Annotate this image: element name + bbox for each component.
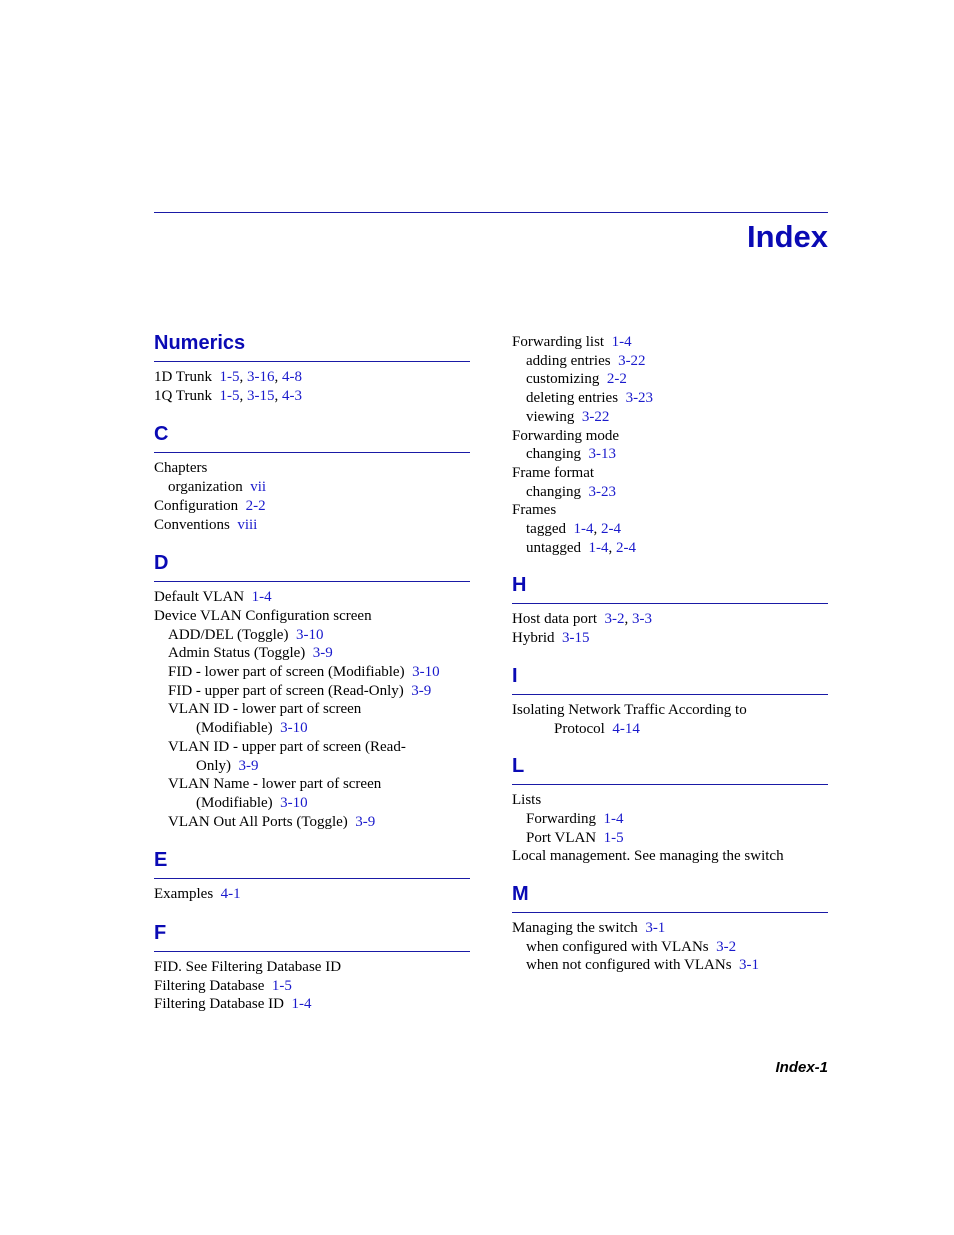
index-term: FID - upper part of screen (Read-Only) [168, 682, 404, 699]
section-rule [154, 951, 470, 952]
index-entry [154, 995, 470, 1014]
index-term: Lists [512, 792, 542, 809]
index-section [154, 422, 470, 534]
section-heading: D [154, 552, 169, 575]
index-entry [154, 719, 470, 738]
index-section [512, 573, 828, 647]
index-term: when configured with VLANs [526, 938, 709, 955]
index-entry [512, 464, 828, 483]
index-term: Forwarding mode [512, 427, 620, 444]
index-term: tagged [526, 521, 566, 538]
section-heading: I [512, 664, 518, 687]
index-entry [512, 829, 828, 848]
section-rule [512, 603, 828, 604]
page-ref-link[interactable]: 2-2 [245, 497, 266, 514]
index-term: ADD/DEL (Toggle) [168, 626, 289, 643]
index-entry [512, 389, 828, 408]
page-ref-link[interactable]: 3-9 [238, 757, 259, 774]
page-ref-link[interactable]: 4-3 [281, 387, 302, 404]
page-ref-link[interactable]: 3-15 [562, 630, 590, 647]
index-entry [154, 757, 470, 776]
page-ref-link[interactable]: 3-3 [631, 611, 652, 628]
index-section [154, 551, 470, 831]
index-term: Examples [154, 886, 214, 903]
page-ref-link[interactable]: 1-4 [603, 810, 624, 827]
index-entry [154, 775, 470, 794]
page-ref-link[interactable]: 3-15 [246, 387, 275, 404]
title-rule [154, 212, 828, 213]
index-term: Protocol [554, 720, 605, 737]
page-title: Index [747, 219, 828, 254]
page-footer: Index-1 [775, 1059, 828, 1076]
index-entry [154, 626, 470, 645]
page-ref-link[interactable]: 3-10 [412, 664, 440, 681]
index-term: changing [526, 483, 581, 500]
index-term: untagged [526, 539, 581, 556]
index-section [154, 848, 470, 904]
index-term: Default VLAN [154, 589, 245, 606]
page-ref-link[interactable]: 3-1 [645, 920, 666, 937]
index-section [512, 882, 828, 975]
page-ref-link[interactable]: viii [237, 516, 258, 533]
index-entry [512, 791, 828, 810]
index-entry [154, 813, 470, 832]
page-ref-link[interactable]: 1-4 [251, 589, 272, 606]
index-entry [512, 720, 828, 739]
index-entry [154, 663, 470, 682]
index-term: VLAN Name - lower part of screen [168, 776, 382, 793]
index-entry [154, 738, 470, 757]
index-term: Forwarding [526, 810, 596, 827]
index-entry [154, 794, 470, 813]
page-ref-link[interactable]: 2-2 [606, 371, 627, 388]
index-term: VLAN ID - lower part of screen [168, 701, 362, 718]
index-term: (Modifiable) [196, 720, 273, 737]
index-entry [154, 958, 470, 977]
index-entry [154, 885, 470, 904]
index-term: viewing [526, 408, 575, 425]
page-ref-link[interactable]: 3-23 [588, 483, 616, 500]
index-term: 1D Trunk [154, 369, 212, 385]
index-entry [154, 588, 470, 607]
index-entry [512, 408, 828, 427]
page-ref-link[interactable]: 3-22 [618, 352, 646, 369]
page-ref-link[interactable]: 3-9 [312, 645, 333, 662]
index-term: FID. See Filtering Database ID [154, 959, 342, 976]
index-entry [512, 427, 828, 446]
page-ref-link[interactable]: 3-2 [716, 938, 737, 955]
index-term: FID - lower part of screen (Modifiable) [168, 664, 405, 681]
index-term: Frame format [512, 464, 595, 481]
page-ref-link[interactable]: 4-1 [220, 886, 241, 903]
index-term: Filtering Database [154, 977, 265, 994]
index-entry [154, 644, 470, 663]
page-ref-link[interactable]: 4-14 [612, 720, 640, 737]
index-entry: Host data port 3-2, 3-3 [512, 611, 652, 628]
page-ref-link[interactable]: 1-5 [271, 977, 292, 994]
page-ref-link[interactable]: 3-10 [295, 626, 324, 643]
section-heading: M [512, 883, 529, 906]
index-entry [512, 919, 828, 938]
section-rule [154, 878, 470, 879]
index-entry [154, 459, 470, 478]
page-ref-link[interactable]: 2-4 [600, 521, 621, 538]
section-heading: H [512, 574, 527, 597]
index-term: Host data port [512, 611, 597, 628]
index-entry: untagged 1-4, 2-4 [526, 539, 636, 556]
page-ref-link[interactable]: 1-5 [603, 829, 624, 846]
section-rule [154, 452, 470, 453]
index-term: Forwarding list [512, 334, 605, 350]
page-ref-link[interactable]: 1-4 [291, 996, 312, 1013]
index-entry [154, 497, 470, 516]
index-list-forwarding [512, 333, 828, 557]
section-rule [154, 581, 470, 582]
section-heading: L [512, 755, 525, 778]
page-ref-link[interactable]: 3-1 [739, 957, 760, 974]
index-column-left [154, 331, 470, 1014]
index-entry [512, 629, 828, 648]
page-ref-link[interactable]: 3-9 [355, 813, 376, 830]
index-entry [154, 607, 470, 626]
index-term: Frames [512, 502, 557, 519]
index-term: deleting entries [526, 390, 619, 407]
index-term: (Modifiable) [196, 794, 273, 811]
index-entry [512, 938, 828, 957]
page-ref-link[interactable]: 3-10 [280, 720, 308, 737]
section-heading: F [154, 922, 167, 945]
index-term: Only) [196, 757, 231, 774]
index-term: VLAN Out All Ports (Toggle) [168, 813, 348, 830]
index-entry [512, 501, 828, 520]
index-term: Managing the switch [512, 920, 638, 937]
index-entry [154, 478, 470, 497]
section-rule [154, 361, 470, 362]
index-entry [512, 847, 828, 866]
index-entry: tagged 1-4, 2-4 [526, 521, 621, 538]
index-term: Isolating Network Traffic According to [512, 701, 747, 718]
page-ref-link[interactable]: 1-4 [611, 334, 632, 350]
index-term: when not configured with VLANs [526, 957, 732, 974]
index-term: Configuration [154, 497, 239, 514]
index-term: 1Q Trunk [154, 387, 212, 404]
section-heading: E [154, 849, 168, 872]
page-ref-link[interactable]: 4-8 [281, 369, 302, 385]
page-ref-link[interactable]: 1-5 [219, 387, 240, 404]
page-ref-link[interactable]: 1-4 [573, 521, 594, 538]
section-heading: Numerics [154, 332, 246, 354]
index-entry [512, 370, 828, 389]
index-entry [154, 516, 470, 535]
index-term: changing [526, 446, 581, 463]
index-entry [512, 333, 828, 352]
index-entry [512, 956, 828, 975]
page-ref-link[interactable]: 3-16 [246, 369, 275, 385]
index-term: Device VLAN Configuration screen [154, 607, 372, 624]
index-term: adding entries [526, 352, 611, 369]
index-term: Conventions [154, 516, 230, 533]
index-entry [512, 810, 828, 829]
page-ref-link[interactable]: 1-4 [588, 539, 609, 556]
index-term: Port VLAN [526, 829, 597, 846]
index-section [154, 331, 470, 405]
page-ref-link[interactable]: 3-10 [280, 794, 308, 811]
index-entry: 1Q Trunk 1-5, 3-15, 4-3 [154, 387, 302, 404]
index-entry [512, 701, 828, 720]
index-term: Filtering Database ID [154, 996, 284, 1013]
page-ref-link[interactable]: 3-23 [625, 390, 654, 407]
section-heading: C [154, 423, 169, 446]
index-section [512, 664, 828, 738]
index-term: Admin Status (Toggle) [168, 645, 306, 662]
page-ref-link[interactable]: 3-22 [581, 408, 610, 425]
index-entry [154, 682, 470, 701]
index-term: Chapters [154, 460, 208, 477]
section-rule [512, 912, 828, 913]
index-entry [512, 352, 828, 371]
index-entry [512, 483, 828, 502]
page-ref-link[interactable]: vii [250, 479, 267, 496]
page-ref-link[interactable]: 3-9 [411, 682, 432, 699]
index-term: VLAN ID - upper part of screen (Read- [168, 738, 406, 755]
page-ref-link[interactable]: 2-4 [615, 539, 636, 556]
index-term: customizing [526, 371, 600, 388]
index-term: Hybrid [512, 630, 555, 647]
section-rule [512, 784, 828, 785]
index-column-right [512, 331, 828, 975]
index-entry [512, 445, 828, 464]
index-term: Local management. See managing the switch [512, 848, 784, 865]
page-ref-link[interactable]: 3-2 [604, 611, 625, 628]
page-ref-link[interactable]: 3-13 [588, 446, 616, 463]
section-rule [512, 694, 828, 695]
index-entry: 1D Trunk 1-5, 3-16, 4-8 [154, 369, 302, 385]
index-entry [154, 977, 470, 996]
index-section [154, 921, 470, 1014]
index-entry [154, 700, 470, 719]
index-term: organization [168, 479, 243, 496]
page-ref-link[interactable]: 1-5 [219, 369, 240, 385]
index-section [512, 754, 828, 866]
